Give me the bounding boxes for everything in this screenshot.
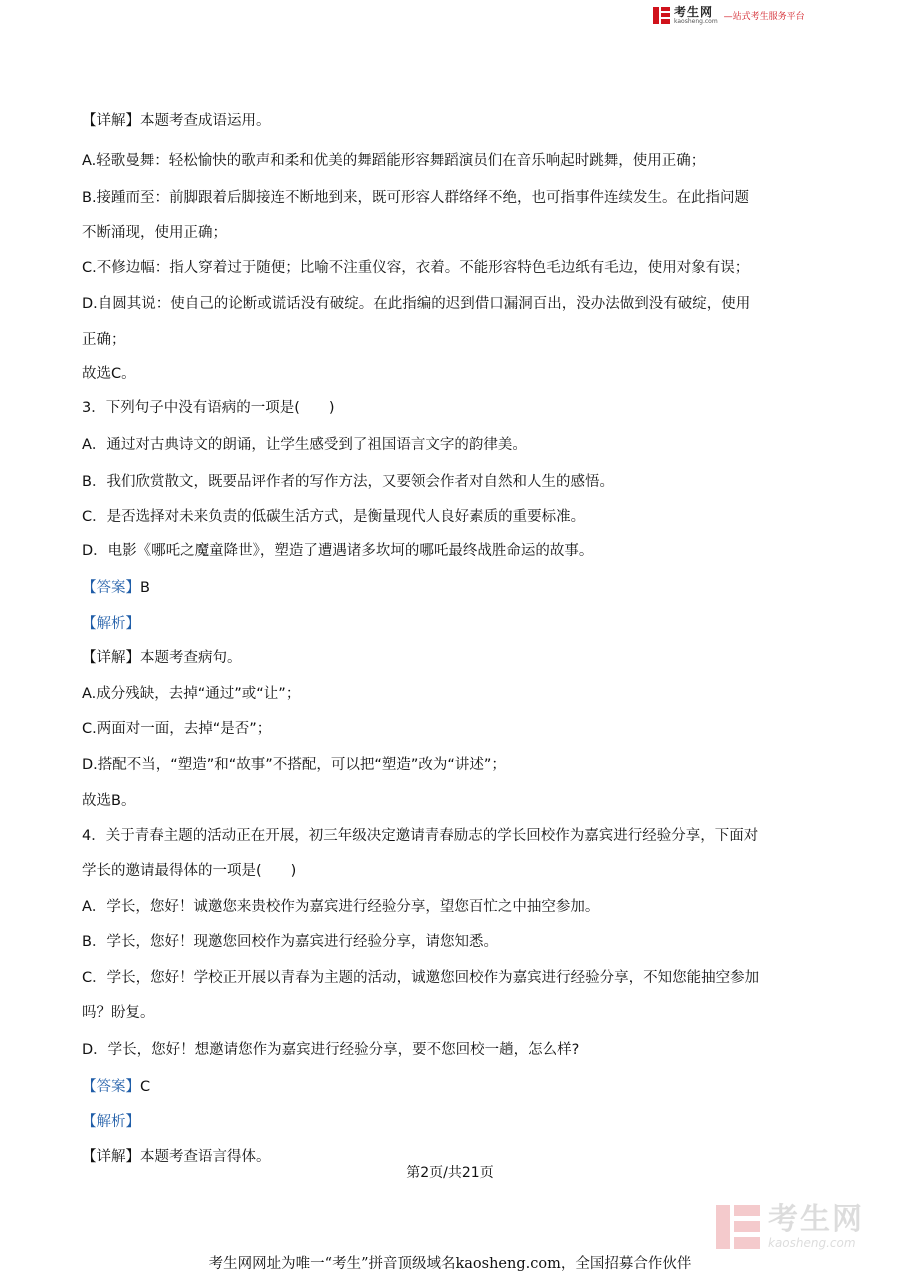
section-tag: 【详解】 (82, 650, 140, 666)
text-line (82, 649, 242, 667)
line-text: 本题考查语言得体。 (140, 1149, 271, 1165)
line-text: 故选C。 (82, 366, 136, 382)
watermark (716, 1202, 864, 1250)
text-line (82, 436, 527, 454)
text-line (82, 933, 498, 951)
line-text: C.不修边幅：指人穿着过于随便；比喻不注重仪容，衣着。不能形容特色毛边纸有毛边，使用对象有误； (82, 260, 750, 276)
text-line (82, 862, 296, 880)
line-text: A.成分残缺，去掉“通过”或“让”； (82, 686, 301, 702)
text-line (82, 579, 150, 597)
line-text: 本题考查成语运用。 (140, 113, 271, 129)
logo-name: 考生网 (674, 5, 714, 19)
kaosheng-watermark-icon (716, 1205, 760, 1249)
text-line (82, 685, 300, 703)
text-line (82, 112, 271, 130)
watermark-name: 考生网 (768, 1202, 864, 1237)
text-line (82, 1113, 140, 1131)
text-line (82, 827, 758, 845)
line-text: B (140, 580, 150, 596)
text-line (82, 1041, 579, 1059)
line-text: 故选B。 (82, 793, 136, 809)
section-tag: 【详解】 (82, 1149, 140, 1165)
line-text: 正确； (82, 332, 126, 348)
section-tag: 【详解】 (82, 113, 140, 129)
line-text: A．学长，您好！诚邀您来贵校作为嘉宾进行经验分享，望您百忙之中抽空参加。 (82, 899, 600, 915)
line-text: 不断涌现，使用正确； (82, 225, 227, 241)
line-text: 本题考查病句。 (140, 650, 242, 666)
footer-note: 考生网网址为唯一“考生”拼音顶级域名kaosheng.com，全国招募合作伙伴 (208, 1256, 692, 1272)
line-text: 3．下列句子中没有语病的一项是( ) (82, 400, 335, 416)
text-line (82, 720, 271, 738)
text-line (82, 331, 126, 349)
line-text: C (140, 1079, 151, 1095)
text-line (82, 1004, 155, 1022)
section-tag: 【答案】 (82, 580, 140, 596)
section-tag: 【解析】 (82, 616, 140, 632)
line-text: D.自圆其说：使自己的论断或谎话没有破绽。在此指编的迟到借口漏洞百出，没办法做到没有破绽，使用 (82, 296, 751, 312)
page-number: 第2页/共21页 (406, 1165, 494, 1181)
line-text: B.接踵而至：前脚跟着后脚接连不断地到来，既可形容人群络绎不绝，也可指事件连续发生。在此指问题 (82, 190, 750, 206)
text-line (82, 969, 759, 987)
logo-slogan: —站式考生服务平台 (723, 12, 805, 22)
line-text: C.两面对一面，去掉“是否”； (82, 721, 272, 737)
kaosheng-logo-icon (653, 7, 670, 24)
line-text: C．学长，您好！学校正开展以青春为主题的活动，诚邀您回校作为嘉宾进行经验分享，不知您能抽空参加 (82, 970, 760, 986)
line-text: C．是否选择对未来负责的低碳生活方式，是衡量现代人良好素质的重要标准。 (82, 509, 586, 525)
line-text: A．通过对古典诗文的朗诵，让学生感受到了祖国语言文字的韵律美。 (82, 437, 527, 453)
text-line (82, 259, 749, 277)
line-text: B．学长，您好！现邀您回校作为嘉宾进行经验分享，请您知悉。 (82, 934, 498, 950)
header-logo[interactable] (653, 6, 805, 25)
line-text: 吗？盼复。 (82, 1005, 155, 1021)
section-tag: 【解析】 (82, 1114, 140, 1130)
text-line (82, 152, 705, 170)
text-line (82, 898, 599, 916)
text-line (82, 295, 750, 313)
text-line (82, 756, 506, 774)
text-line (82, 508, 585, 526)
text-line (82, 399, 335, 417)
section-tag: 【答案】 (82, 1079, 140, 1095)
text-line (82, 1078, 150, 1096)
text-line (82, 615, 140, 633)
text-line (82, 189, 749, 207)
line-text: D．电影《哪吒之魔童降世》，塑造了遭遇诸多坎坷的哪吒最终战胜命运的故事。 (82, 543, 594, 559)
text-line (82, 224, 227, 242)
text-line (82, 473, 614, 491)
line-text: D．学长，您好！想邀请您作为嘉宾进行经验分享，要不您回校一趟，怎么样? (82, 1042, 580, 1058)
text-line (82, 542, 593, 560)
line-text: A.轻歌曼舞：轻松愉快的歌声和柔和优美的舞蹈能形容舞蹈演员们在音乐响起时跳舞，使用正确； (82, 153, 706, 169)
line-text: D.搭配不当，“塑造”和“故事”不搭配，可以把“塑造”改为“讲述”； (82, 757, 506, 773)
line-text: 学长的邀请最得体的一项是( ) (82, 863, 297, 879)
text-line (82, 792, 135, 810)
line-text: B．我们欣赏散文，既要品评作者的写作方法，又要领会作者对自然和人生的感悟。 (82, 474, 614, 490)
line-text: 4．关于青春主题的活动正在开展，初三年级决定邀请青春励志的学长回校作为嘉宾进行经验分享，下面对 (82, 828, 759, 844)
logo-domain: kaosheng.com (674, 18, 718, 25)
text-line (82, 365, 136, 383)
watermark-domain: kaosheng.com (768, 1236, 856, 1250)
